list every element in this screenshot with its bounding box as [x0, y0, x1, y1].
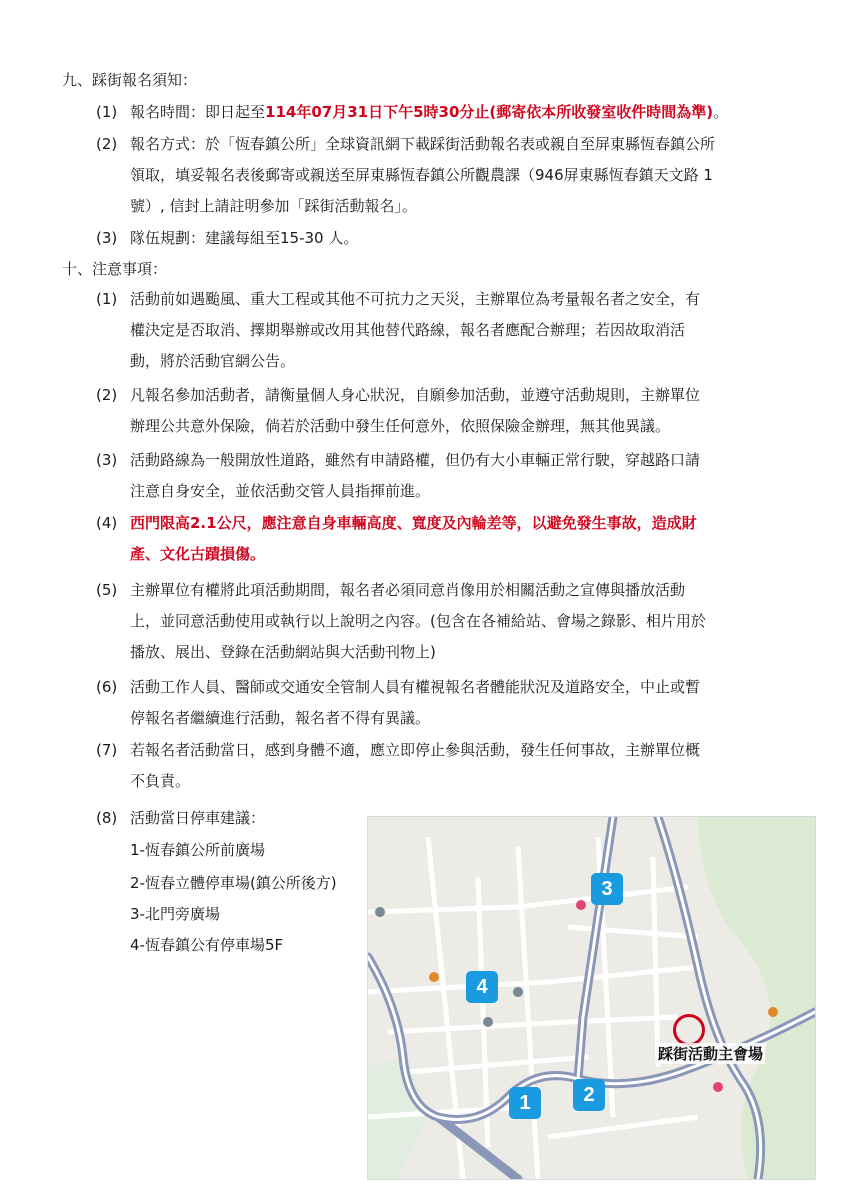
text-line: 播放、展出、登錄在活動網站與大活動刊物上) — [130, 643, 436, 661]
text-line: 注意自身安全，並依活動交管人員指揮前進。 — [130, 482, 431, 500]
map-roads — [368, 817, 815, 1179]
ten-item-7 — [96, 735, 796, 797]
text-line: 上，並同意活動使用或執行以上說明之內容。(包含在各補給站、會場之錄影、相片用於 — [130, 612, 706, 630]
parking-badge-2: 2 — [573, 1079, 605, 1111]
text-line: 主辦單位有權將此項活動期間，報名者必須同意肖像用於相關活動之宣傳與播放活動 — [130, 581, 686, 599]
text-line: 若報名者活動當日，感到身體不適，應立即停止參與活動，發生任何事故，主辦單位概 — [130, 741, 701, 759]
text-line: 報名方式：於「恆春鎮公所」全球資訊網下載踩街活動報名表或親自至屏東縣恆春鎮公所 — [130, 135, 716, 153]
poi-marker — [713, 1082, 723, 1092]
item-number: (1) — [96, 103, 118, 121]
item-number: (4) — [96, 514, 118, 532]
parking-map — [367, 816, 816, 1180]
ten-item-6 — [96, 672, 796, 734]
ten-item-3 — [96, 445, 796, 507]
text-line: 權決定是否取消、擇期舉辦或改用其他替代路線，報名者應配合辦理；若因故取消活 — [130, 321, 686, 339]
ten-item-5 — [96, 575, 796, 668]
item-number: (2) — [96, 135, 118, 153]
ten-item-2 — [96, 380, 796, 442]
warning-line: 西門限高2.1公尺，應注意自身車輛高度、寬度及內輪差等，以避免發生事故，造成財 — [130, 514, 697, 532]
poi-marker — [429, 972, 439, 982]
text-line: 號）, 信封上請註明參加「踩街活動報名」。 — [130, 197, 418, 215]
text-line: 活動路線為一般開放性道路，雖然有申請路權，但仍有大小車輛正常行駛，穿越路口請 — [130, 451, 701, 469]
parking-option-4: 4-恆春鎮公有停車場5F — [130, 936, 284, 954]
text-line: 不負責。 — [130, 772, 191, 790]
parking-option-3: 3-北門旁廣場 — [130, 905, 220, 923]
poi-marker — [513, 987, 523, 997]
item-number: (3) — [96, 451, 118, 469]
text-line: 活動工作人員、醫師或交通安全管制人員有權視報名者體能狀況及道路安全，中止或暫 — [130, 678, 701, 696]
item-number: (1) — [96, 290, 118, 308]
registration-time-label: 報名時間：即日起至 — [130, 103, 266, 121]
item-number: (6) — [96, 678, 118, 696]
nine-item-2 — [96, 129, 796, 222]
poi-marker — [483, 1017, 493, 1027]
section-nine-heading: 九、踩街報名須知： — [62, 71, 198, 89]
venue-marker-icon — [673, 1014, 705, 1046]
text-line: 停報名者繼續進行活動，報名者不得有異議。 — [130, 709, 431, 727]
ten-item-4 — [96, 508, 796, 570]
item-number: (7) — [96, 741, 118, 759]
text-line: 動，將於活動官網公告。 — [130, 352, 296, 370]
parking-option-1: 1-恆春鎮公所前廣場 — [130, 841, 265, 859]
text-line: 辦理公共意外保險，倘若於活動中發生任何意外，依照保險金辦理，無其他異議。 — [130, 417, 671, 435]
venue-label: 踩街活動主會場 — [658, 1045, 764, 1063]
parking-badge-3: 3 — [591, 873, 623, 905]
poi-marker — [768, 1007, 778, 1017]
item-number: (2) — [96, 386, 118, 404]
item-number: (3) — [96, 229, 118, 247]
registration-deadline: 114年07月31日下午5時30分止(郵寄依本所收發室收件時間為準) — [265, 103, 714, 121]
nine-item-3 — [96, 223, 796, 254]
poi-marker — [576, 900, 586, 910]
text-line: 活動當日停車建議： — [130, 809, 266, 827]
period-mark: 。 — [713, 103, 729, 121]
nine-item-1 — [96, 97, 796, 128]
item-number: (5) — [96, 581, 118, 599]
text-line: 隊伍規劃：建議每組至15-30 人。 — [130, 229, 359, 247]
poi-marker — [375, 907, 385, 917]
parking-badge-4: 4 — [466, 971, 498, 1003]
text-line: 凡報名參加活動者，請衡量個人身心狀況，自願參加活動，並遵守活動規則，主辦單位 — [130, 386, 701, 404]
warning-line: 產、文化古蹟損傷。 — [130, 545, 266, 563]
text-line: 領取，填妥報名表後郵寄或親送至屏東縣恆春鎮公所觀農課（946屏東縣恆春鎮天文路 1 — [130, 166, 713, 184]
item-number: (8) — [96, 809, 118, 827]
section-ten-heading: 十、注意事項： — [62, 260, 168, 278]
parking-badge-1: 1 — [509, 1087, 541, 1119]
text-line: 活動前如遇颱風、重大工程或其他不可抗力之天災，主辦單位為考量報名者之安全，有 — [130, 290, 701, 308]
ten-item-1 — [96, 284, 796, 377]
parking-option-2: 2-恆春立體停車場(鎮公所後方) — [130, 874, 337, 892]
